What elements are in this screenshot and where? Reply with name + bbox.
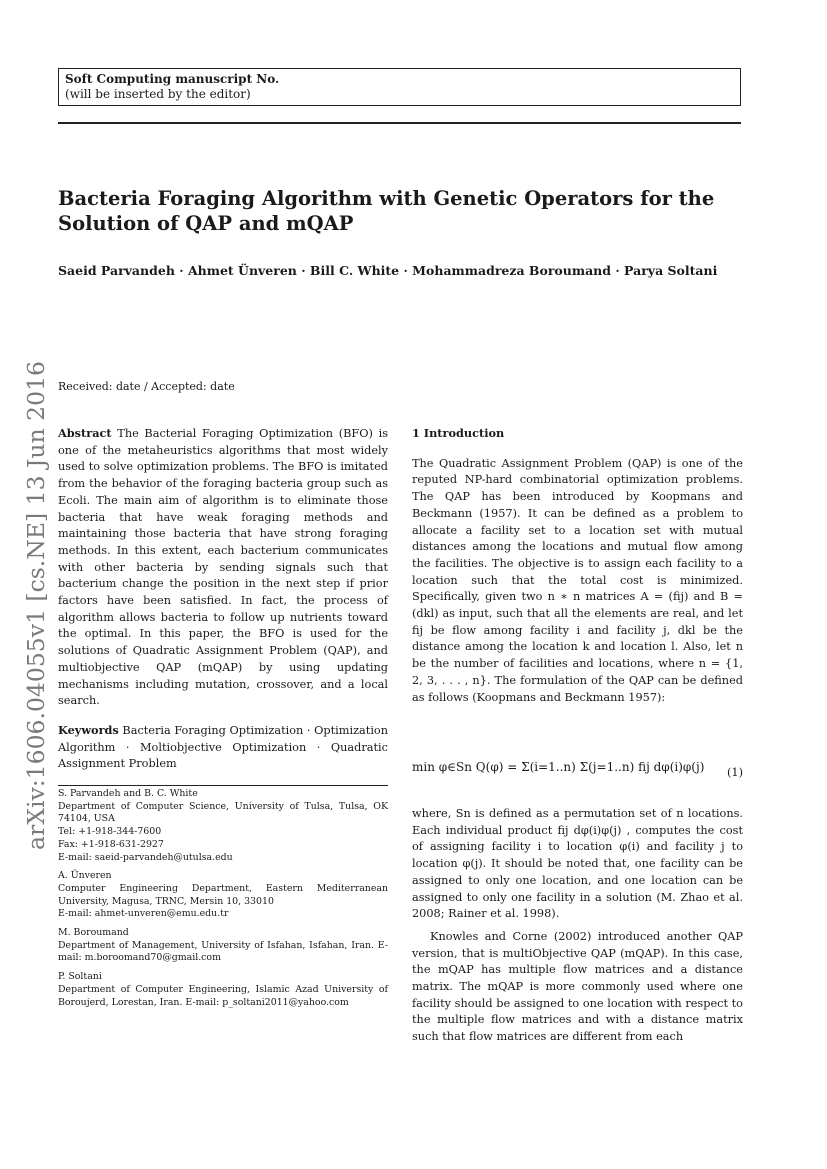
affiliation-email: E-mail: saeid-parvandeh@utulsa.edu (58, 851, 233, 863)
intro-paragraph-2: where, Sn is defined as a permutation set of n locations. Each individual product fij dφ(i)φ(j) , computes the cost of assigning facility i to location φ(i) and facility j to location φ(j). It should be noted that, one facility can be assigned to only one location, and one location can be assigned to only one facility in a solution (M. Zhao et al. 2008; Rainer et al. 1998). (412, 807, 743, 921)
keywords (58, 722, 388, 773)
affiliation-name: P. Soltani (58, 971, 102, 983)
affiliation-line: Department of Management, University of Isfahan, Isfahan, Iran. E-mail: m.boroomand70@gmail.com (58, 939, 388, 964)
affiliation-line: Fax: +1-918-631-2927 (58, 838, 164, 850)
affiliations (58, 788, 388, 1015)
section-heading: 1 Introduction (412, 426, 505, 440)
right-column-continued (412, 806, 743, 1058)
affiliation-block (58, 971, 388, 1009)
qap-equation (412, 760, 743, 794)
intro-paragraph-3: Knowles and Corne (2002) introduced another QAP version, that is multiObjective QAP (mQAP). In this case, the mQAP has multiple flow matrices and a distance matrix. The mQAP is more commonly used where one facility should be assigned to one location with respect to the multiple flow matrices and with a distance matrix such that flow matrices are different from each (412, 929, 743, 1044)
equation-number: (1) (726, 766, 743, 779)
abstract-label: Abstract (58, 426, 112, 440)
affiliation-name: S. Parvandeh and B. C. White (58, 788, 198, 799)
editor-info-box (58, 68, 741, 106)
manuscript-label: Soft Computing manuscript No. (65, 72, 280, 86)
editor-note: (will be inserted by the editor) (65, 87, 251, 101)
equation-text: min φ∈Sn Q(φ) = Σ(i=1..n) Σ(j=1..n) fij dφ(i)φ(j) (412, 760, 705, 774)
intro-paragraph-1: The Quadratic Assignment Problem (QAP) is one of the reputed NP-hard combinatorial optimization problems. The QAP has been introduced by Koopmans and Beckmann (1957). It can be defined as a problem to allocate a facility set to a location set with mutual distances among the locations and mutual flow among the facilities. The objective is to assign each facility to a location such that the total cost is minimized. Specifically, given two n ∗ n matrices A = (fij) and B = (dkl) as input, such that all the elements are real, and let fij be flow among facility i and facility j, dkl be the distance among the location k and location l. Also, let n be the number of facilities and locations, where n = {1, 2, 3, . . . , n}. The formulation of the QAP can be defined as follows (Koopmans and Beckmann 1957): (412, 456, 743, 704)
right-column (412, 425, 743, 718)
left-column (58, 425, 388, 785)
paper-title: Bacteria Foraging Algorithm with Genetic Operators for the Solution of QAP and mQAP (58, 187, 715, 235)
arxiv-stamp (14, 360, 54, 850)
affiliation-email: E-mail: ahmet-unveren@emu.edu.tr (58, 908, 229, 920)
affiliation-line: Tel: +1-918-344-7600 (58, 826, 162, 838)
footnote-rule (58, 785, 388, 786)
abstract-text: The Bacterial Foraging Optimization (BFO) is one of the metaheuristics algorithms that most widely used to solve optimization problems. The BFO is imitated from the behavior of the foraging bacteria group such as Ecoli. The main aim of algorithm is to eliminate those bacteria that have weak foraging methods and maintaining those bacteria that have strong foraging methods. In this extent, each bacterium communicates with other bacteria by sending signals such that bacterium change the position in the next step if prior factors have been satisfied. In fact, the process of algorithm allows bacteria to follow up nutrients toward the optimal. In this paper, the BFO is used for the solutions of Quadratic Assignment Problem (QAP), and multiobjective QAP (mQAP) by using updating mechanisms including mutation, crossover, and a local search. (58, 427, 388, 708)
affiliation-block (58, 788, 388, 864)
keywords-text: Bacteria Foraging Optimization · Optimization Algorithm · Moltiobjective Optimization · Quadratic Assignment Problem (58, 723, 389, 771)
received-date: Received: date / Accepted: date (58, 380, 235, 393)
affiliation-block (58, 927, 388, 965)
affiliation-line: Department of Computer Engineering, Islamic Azad University of Boroujerd, Lorestan, Iran. E-mail: p_soltani2011@yahoo.com (58, 983, 388, 1008)
affiliation-block (58, 870, 388, 921)
keywords-label: Keywords (58, 722, 119, 737)
abstract (58, 425, 388, 710)
affiliation-line: Department of Computer Science, University of Tulsa, Tulsa, OK 74104, USA (58, 800, 388, 825)
affiliation-name: M. Boroumand (58, 927, 129, 939)
header-rule (58, 122, 741, 124)
arxiv-id-text: arXiv:1606.04055v1 [cs.NE] 13 Jun 2016 (22, 361, 50, 850)
affiliation-name: A. Ünveren (58, 870, 112, 882)
affiliation-line: Computer Engineering Department, Eastern Mediterranean University, Magusa, TRNC, Mersin 10, 33010 (58, 882, 388, 907)
author-list: Saeid Parvandeh · Ahmet Ünveren · Bill C. White · Mohammadreza Boroumand · Parya Soltani (58, 263, 718, 278)
